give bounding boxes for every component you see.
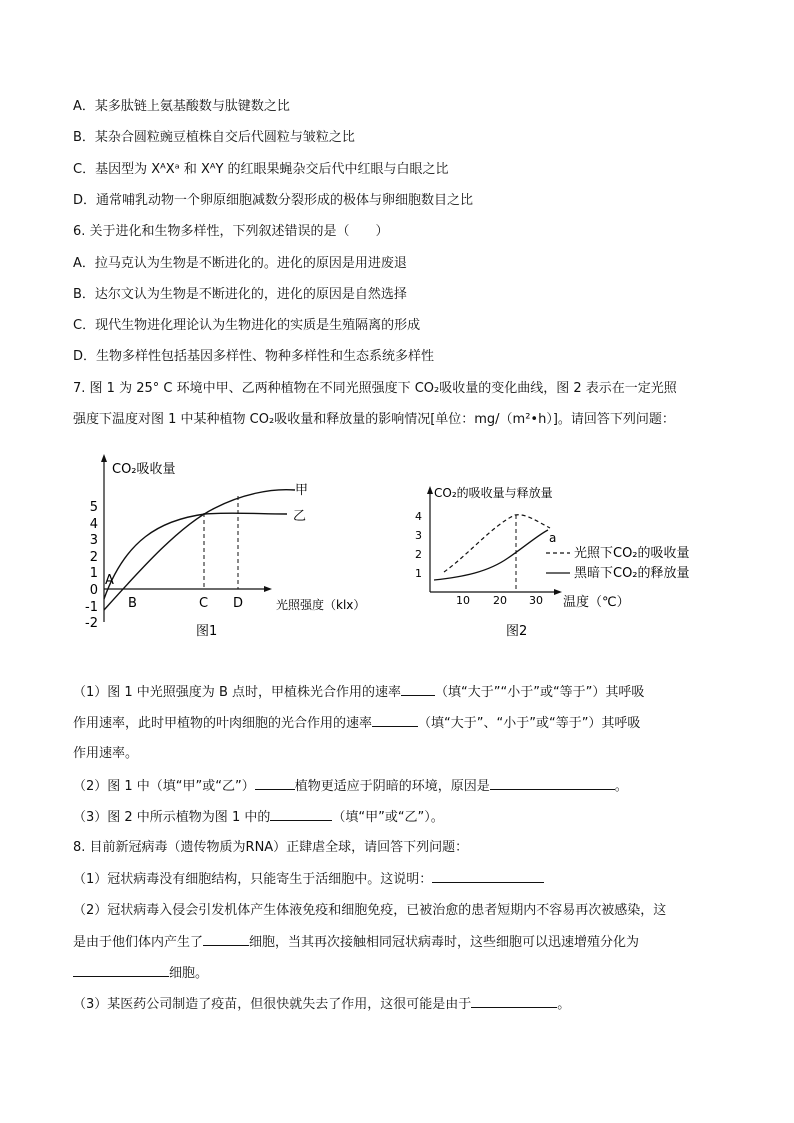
q7-sub1-text-a: （1）图 1 中光照强度为 B 点时，甲植株光合作用的速率 <box>73 685 401 700</box>
fig2-xtick: 10 <box>456 594 470 607</box>
answer-blank[interactable] <box>471 995 557 1008</box>
fig2-legend-light: 光照下CO₂的吸收量 <box>574 546 690 561</box>
answer-blank[interactable] <box>73 964 169 977</box>
fig1-x-arrow <box>264 586 272 592</box>
fig2-point-a: a <box>549 531 557 545</box>
fig2-y-label: CO₂的吸收量与释放量 <box>434 486 553 500</box>
fig1-ytick: 2 <box>89 550 98 565</box>
answer-blank[interactable] <box>432 870 544 883</box>
fig1-curve-jia <box>104 490 295 610</box>
q8-sub3 <box>73 995 570 1014</box>
fig1-ytick: 5 <box>89 500 98 515</box>
q8-sub2-line1: （2）冠状病毒入侵会引发机体产生体液免疫和细胞免疫，已被治愈的患者短期内不容易再次被感染，这 <box>73 903 667 918</box>
q6-option-d: D．生物多样性包括基因多样性、物种多样性和生态系统多样性 <box>73 349 435 364</box>
q8-sub3-text-a: （3）某医药公司制造了疫苗，但很快就失去了作用，这很可能是由于 <box>73 997 472 1012</box>
fig1-point-c: C <box>199 596 209 611</box>
q7-sub1-line1 <box>73 683 644 702</box>
fig2-ytick: 3 <box>415 529 422 542</box>
fig1-ytick: 1 <box>89 566 98 581</box>
answer-blank[interactable] <box>255 777 295 790</box>
figure1 <box>80 450 380 645</box>
q8-sub1-text: （1）冠状病毒没有细胞结构，只能寄生于活细胞中。这说明： <box>73 872 433 887</box>
q7-sub3-text-b: （填“甲”或“乙”）。 <box>332 810 444 825</box>
q5-option-c: C．基因型为 XᴬXᵃ 和 XᴬY 的红眼果蝇杂交后代中红眼与白眼之比 <box>73 162 449 177</box>
q6-option-b: B．达尔文认为生物是不断进化的，进化的原因是自然选择 <box>73 287 407 302</box>
q8-sub1 <box>73 870 544 889</box>
fig1-ytick: -1 <box>85 600 98 615</box>
fig1-point-b: B <box>128 596 137 611</box>
fig1-y-label: CO₂吸收量 <box>112 462 176 477</box>
q8-sub2-line2 <box>73 933 639 952</box>
fig1-curve-yi <box>104 513 287 599</box>
fig1-ytick: 4 <box>89 517 98 532</box>
fig1-point-d: D <box>233 596 244 611</box>
q7-sub2-text-b: 植物更适应于阴暗的环境，原因是 <box>294 779 490 794</box>
fig2-y-arrow <box>427 486 433 494</box>
fig2-xtick: 20 <box>493 594 507 607</box>
q6-stem: 6. 关于进化和生物多样性，下列叙述错误的是（ ） <box>73 224 389 239</box>
fig1-caption: 图1 <box>196 624 218 639</box>
q7-sub2 <box>73 777 628 796</box>
q5-option-d: D．通常哺乳动物一个卵原细胞减数分裂形成的极体与卵细胞数目之比 <box>73 193 474 208</box>
fig2-ytick: 1 <box>415 567 422 580</box>
q8-sub2-text-b: 是由于他们体内产生了 <box>73 935 204 950</box>
fig2-xtick: 30 <box>529 594 543 607</box>
q7-sub1-line2 <box>73 714 640 733</box>
q7-sub1-line3: 作用速率。 <box>73 746 139 761</box>
q7-sub1-text-c: 作用速率，此时甲植物的叶肉细胞的光合作用的速率 <box>73 716 373 731</box>
fig2-curve-light <box>444 515 550 572</box>
q7-sub1-text-d: （填“大于”、“小于”或“等于”）其呼吸 <box>418 716 641 731</box>
q8-sub2-line3 <box>73 964 208 983</box>
fig1-y-arrow <box>101 454 107 462</box>
q7-sub3 <box>73 808 444 827</box>
answer-blank[interactable] <box>203 933 249 946</box>
q8-sub2-text-d: 细胞。 <box>169 966 209 981</box>
fig1-series-jia: 甲 <box>295 483 309 498</box>
q7-sub2-text-c: 。 <box>614 779 628 794</box>
answer-blank[interactable] <box>401 683 435 696</box>
answer-blank[interactable] <box>490 777 615 790</box>
q5-option-a: A．某多肽链上氨基酸数与肽键数之比 <box>73 99 290 114</box>
q6-option-a: A．拉马克认为生物是不断进化的。进化的原因是用进废退 <box>73 256 407 271</box>
answer-blank[interactable] <box>372 714 418 727</box>
q8-sub3-text-b: 。 <box>557 997 571 1012</box>
fig1-x-label: 光照强度（klx） <box>276 598 366 612</box>
q8-sub2-text-c: 细胞，当其再次接触相同冠状病毒时，这些细胞可以迅速增殖分化为 <box>249 935 640 950</box>
fig1-point-a: A <box>105 573 114 588</box>
fig2-x-arrow <box>554 589 562 595</box>
q7-stem-line1: 7. 图 1 为 25° C 环境中甲、乙两种植物在不同光照强度下 CO₂吸收量的变化曲线，图 2 表示在一定光照 <box>73 381 677 396</box>
fig1-ytick: -2 <box>85 616 98 631</box>
fig1-ytick: 3 <box>89 533 98 548</box>
q7-sub2-text-a: （2）图 1 中（填“甲”或“乙”） <box>73 779 255 794</box>
figure2 <box>408 480 728 645</box>
fig2-curve-dark <box>434 530 548 580</box>
q5-option-b: B．某杂合圆粒豌豆植株自交后代圆粒与皱粒之比 <box>73 130 355 145</box>
q6-option-c: C．现代生物进化理论认为生物进化的实质是生殖隔离的形成 <box>73 318 421 333</box>
fig2-legend-dark: 黑暗下CO₂的释放量 <box>574 566 690 581</box>
fig2-ytick: 4 <box>415 510 422 523</box>
answer-blank[interactable] <box>270 808 332 821</box>
q7-stem-line2: 强度下温度对图 1 中某种植物 CO₂吸收量和释放量的影响情况[单位：mg/（m²•h）]。请回答下列问题： <box>73 412 675 427</box>
q7-sub3-text-a: （3）图 2 中所示植物为图 1 中的 <box>73 810 271 825</box>
fig1-ytick: 0 <box>89 583 98 598</box>
q7-sub1-text-b: （填“大于”“小于”或“等于”）其呼吸 <box>435 685 645 700</box>
fig1-series-yi: 乙 <box>293 509 307 524</box>
q8-stem: 8. 目前新冠病毒（遗传物质为RNA）正肆虐全球，请回答下列问题： <box>73 840 469 855</box>
fig2-x-label: 温度（℃） <box>563 595 630 610</box>
fig2-ytick: 2 <box>415 548 422 561</box>
fig2-caption: 图2 <box>506 624 528 639</box>
